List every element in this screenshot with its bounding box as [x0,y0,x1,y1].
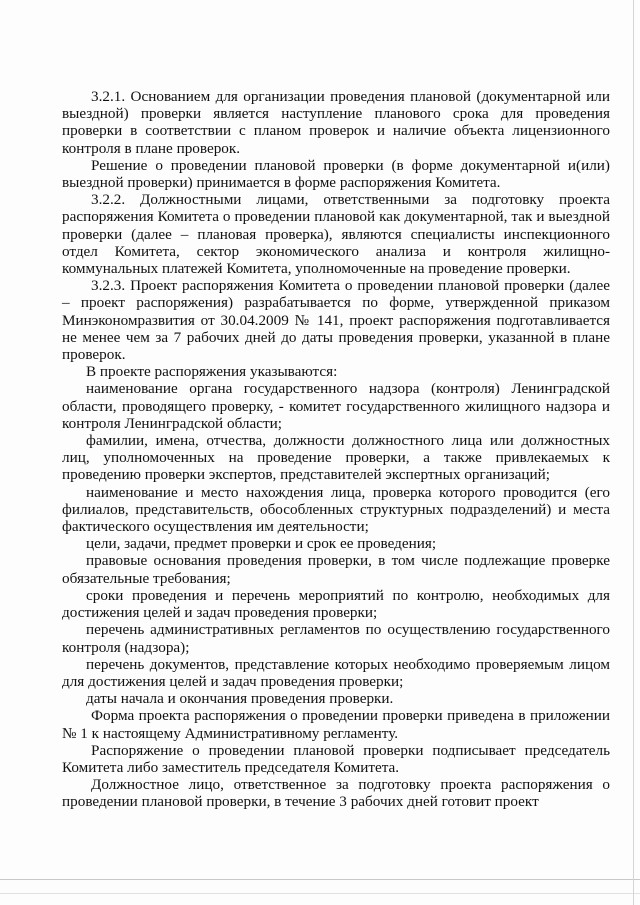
list-item-terms: сроки проведения и перечень мероприятий по контролю, необходимых для достижения целей и задач проведения проверки; [62,586,610,622]
list-item-legal-grounds: правовые основания проведения проверки, в том числе подлежащие проверке обязательные требования; [62,552,610,587]
paragraph-3-2-1: 3.2.1. Основанием для организации проведения плановой (документарной или выездной) проверки является наступление планового срока для проведения проверки в соответствии с планом проверок и наличие объекта лицензионного контроля в плане проверок. [62,88,610,157]
paragraph-3-2-2: 3.2.2. Должностными лицами, ответственными за подготовку проекта распоряжения Комитета о проведении плановой как документарной, так и выездной проверки (далее – плановая проверка), являются специалисты инспекционного отдел Комитета, сектор экономического анализа и контроля жилищно-коммунальных платежей Комитета, уполномоченные на проведение проверки. [62,191,610,278]
paragraph-list-intro: В проекте распоряжения указываются: [86,363,338,381]
list-item-entity: наименование и место нахождения лица, проверка которого проводится (его филиалов, представительств, обособленных структурных подразделений) и места фактического осуществления им деятельности; [62,483,610,536]
scan-bottom-edge-secondary [0,893,640,894]
list-item-regulations: перечень административных регламентов по осуществлению государственного контроля (надзора); [62,621,610,656]
list-item-documents: перечень документов, представление которых необходимо проверяемым лицом для достижения целей и задач проведения проверки; [62,655,610,690]
list-item-dates: даты начала и окончания проведения проверки. [86,690,394,708]
list-item-authority: наименование органа государственного надзора (контроля) Ленинградской области, проводящего проверку, - комитет государственного жилищного надзора и контроля Ленинградской области; [62,380,610,432]
document-body [62,88,610,811]
scan-bottom-edge [0,879,640,880]
list-item-goals: цели, задачи, предмет проверки и срок ее проведения; [86,535,437,553]
paragraph-decision: Решение о проведении плановой проверки (в форме документарной и(или) выездной проверки) принимается в форме распоряжения Комитета. [62,156,610,192]
paragraph-3-2-3: 3.2.3. Проект распоряжения Комитета о проведении плановой проверки (далее – проект распоряжения) разрабатывается по форме, утвержденной приказом Минэкономразвития от 30.04.2009 № 141, проект распоряжения подготавливается не менее чем за 7 рабочих дней до даты проведения проверки, указанной в плане проверок. [62,277,610,364]
paragraph-responsible: Должностное лицо, ответственное за подготовку проекта распоряжения о проведении плановой проверки, в течение 3 рабочих дней готовит проект [62,776,610,811]
scan-right-edge [633,0,634,905]
list-item-officials: фамилии, имена, отчества, должности должностного лица или должностных лиц, уполномоченных на проведение проверки, а также привлекаемых к проведению проверки экспертов, представителей экспертных организаций; [62,432,610,484]
paragraph-signature: Распоряжение о проведении плановой проверки подписывает председатель Комитета либо заместитель председателя Комитета. [62,741,610,776]
paragraph-form: Форма проекта распоряжения о проведении проверки приведена в приложении № 1 к настоящему Административному регламенту. [62,707,610,742]
